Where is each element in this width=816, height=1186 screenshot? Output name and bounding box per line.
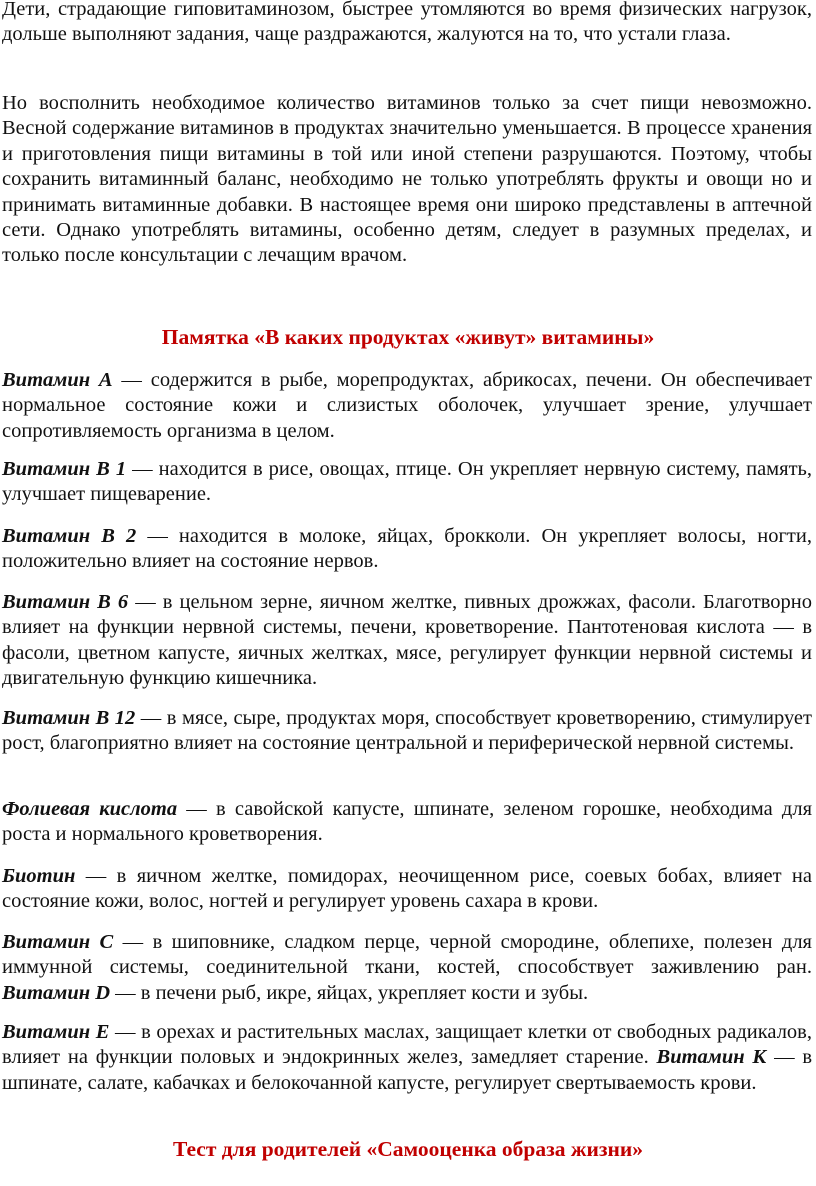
vitamin-term: Витамин D (2, 981, 111, 1004)
vitamin-term: Витамин К (656, 1046, 767, 1069)
vitamin-e-k-paragraph (2, 1020, 812, 1096)
vitamin-term: Витамин Е (2, 1021, 110, 1043)
test-heading: Тест для родителей «Самооценка образа жизни» (172, 1137, 644, 1161)
vitamin-description: — в шпинате, салате, кабачках и белокочанной капусте, регулирует свертываемость крови. (2, 1046, 813, 1094)
vitamin-term: Витамин С (2, 931, 114, 953)
vitamin-term: Витамин В 1 (2, 458, 127, 480)
vitamin-description: — в шиповнике, сладком перце, черной смородине, облепихе, полезен для иммунной системы, соединительной ткани, костей, способствует заживлению ран. (2, 931, 812, 979)
vitamin-description: — в цельном зерне, яичном желтке, пивных дрожжах, фасоли. Благотворно влияет на функции нервной системы, печени, кроветворение. Пантотеновая кислота — в фасоли, цветном капусте, яичных желтках, мясе, регулирует функции нервной системы и двигательную функцию кишечника. (2, 591, 812, 690)
vitamin-description: — содержится в рыбе, морепродуктах, абрикосах, печени. Он обеспечивает нормальное состояние кожи и слизистых оболочек, улучшает зрение, улучшает сопротивляемость организма в целом. (2, 369, 812, 442)
vitamin-c-d-paragraph (2, 930, 812, 1006)
biotin-paragraph (2, 864, 812, 915)
vitamin-b2-paragraph (2, 524, 812, 575)
vitamin-term: Биотин (2, 865, 76, 887)
vitamin-a-paragraph (2, 368, 812, 444)
vitamin-description: — в савойской капусте, шпинате, зеленом горошке, необходима для роста и нормального кроветворения. (2, 798, 813, 846)
vitamin-term: Витамин В 2 (2, 525, 137, 547)
vitamin-description: — в мясе, сыре, продуктах моря, способствует кроветворению, стимулирует рост, благоприятно влияет на состояние центральной и периферической нервной системы. (2, 707, 812, 755)
vitamin-description: — находится в молоке, яйцах, брокколи. Он укрепляет волосы, ногти, положительно влияет на состояние нервов. (2, 525, 812, 573)
vitamin-b1-paragraph (2, 457, 812, 508)
vitamin-b12-paragraph (2, 706, 812, 757)
vitamin-term: Фолиевая кислота (2, 798, 178, 820)
vitamin-term: Витамин В 12 (2, 707, 136, 729)
vitamin-description: — в орехах и растительных маслах, защищает клетки от свободных радикалов, влияет на функции половых и эндокринных желез, замедляет старение. (2, 1021, 812, 1069)
vitamin-description: — в яичном желтке, помидорах, неочищенном рисе, соевых бобах, влияет на состояние кожи, волос, ногтей и регулирует уровень сахара в крови. (2, 865, 812, 913)
vitamin-term: Витамин А (2, 369, 113, 391)
memo-heading: Памятка «В каких продуктах «живут» витамины» (161, 325, 655, 349)
vitamin-description: — в печени рыб, икре, яйцах, укрепляет кости и зубы. (110, 981, 589, 1004)
intro-paragraph-1: Дети, страдающие гиповитаминозом, быстрее утомляются во время физических нагрузок, дольше выполняют задания, чаще раздражаются, жалуются на то, что устали глаза. (2, 0, 812, 46)
vitamin-description: — находится в рисе, овощах, птице. Он укрепляет нервную систему, память, улучшает пищеварение. (2, 458, 813, 506)
vitamin-term: Витамин В 6 (2, 591, 129, 613)
vitamin-b6-paragraph (2, 590, 812, 692)
intro-paragraph-2: Но восполнить необходимое количество витаминов только за счет пищи невозможно. Весной содержание витаминов в продуктах значительно уменьшается. В процессе хранения и приготовления пищи витамины в той или иной степени разрушаются. Поэтому, чтобы сохранить витаминный баланс, необходимо не только употреблять фрукты и овощи но и принимать витаминные добавки. В настоящее время они широко представлены в аптечной сети. Однако употреблять витамины, особенно детям, следует в разумных пределах, и только после консультации с лечащим врачом. (2, 92, 812, 267)
folic-acid-paragraph (2, 797, 812, 848)
